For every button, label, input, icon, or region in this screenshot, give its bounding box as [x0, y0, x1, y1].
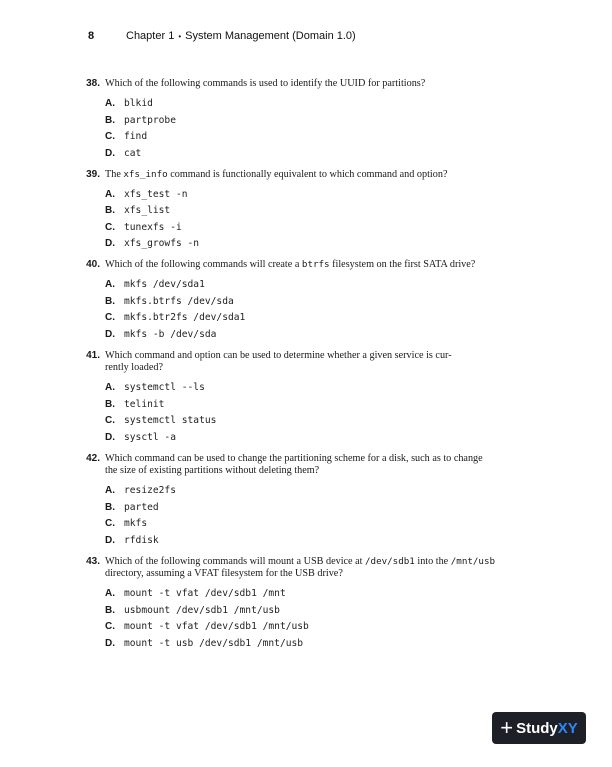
answer-option — [76, 145, 546, 162]
option-letter: B. — [105, 501, 115, 513]
answer-option — [76, 396, 546, 413]
question-stem — [76, 453, 546, 478]
question-number: 43. — [86, 555, 100, 567]
option-letter: C. — [105, 415, 115, 427]
option-text: partprobe — [124, 114, 176, 126]
page-number: 8 — [88, 30, 95, 42]
question-stem — [76, 169, 546, 182]
option-text: tunexfs -i — [124, 221, 182, 233]
question-text — [105, 350, 546, 375]
question-39 — [76, 169, 546, 253]
answer-options — [76, 586, 546, 652]
question-text — [105, 453, 546, 478]
answer-option — [76, 483, 546, 500]
question-42 — [76, 453, 546, 549]
question-list — [76, 78, 546, 659]
answer-option — [76, 112, 546, 129]
question-stem — [76, 259, 546, 272]
question-38 — [76, 78, 546, 162]
answer-options — [76, 96, 546, 162]
brand-name: Study — [516, 719, 558, 737]
answer-option — [76, 516, 546, 533]
option-text: mkfs.btrfs /dev/sda — [124, 295, 234, 307]
option-text: xfs_growfs -n — [124, 238, 200, 250]
question-text-part: Which command can be used to change the partitioning scheme for a disk, such as to change the size of existing partitions without deleting them? — [105, 452, 483, 476]
option-text: mkfs /dev/sda1 — [124, 279, 205, 291]
answer-option — [76, 326, 546, 343]
option-text: mount -t vfat /dev/sdb1 /mnt/usb — [124, 621, 309, 633]
option-letter: A. — [105, 382, 115, 394]
option-letter: D. — [105, 238, 115, 250]
option-letter: D. — [105, 328, 115, 340]
option-text: systemctl status — [124, 415, 217, 427]
option-letter: A. — [105, 98, 115, 110]
answer-options — [76, 380, 546, 446]
option-letter: A. — [105, 485, 115, 497]
question-text-part: Which of the following commands will create a — [105, 259, 302, 270]
question-number: 42. — [86, 452, 100, 464]
answer-option — [76, 413, 546, 430]
question-stem — [76, 78, 546, 91]
answer-option — [76, 310, 546, 327]
option-text: cat — [124, 147, 142, 159]
question-text-part: Which command and option can be used to determine whether a given service is cur- rently loaded? — [105, 349, 452, 373]
option-letter: C. — [105, 621, 115, 633]
option-letter: A. — [105, 188, 115, 200]
option-text: resize2fs — [124, 485, 176, 497]
question-43 — [76, 556, 546, 652]
answer-option — [76, 429, 546, 446]
answer-options — [76, 277, 546, 343]
inline-code: btrfs — [301, 259, 330, 270]
answer-option — [76, 619, 546, 636]
option-letter: D. — [105, 637, 115, 649]
question-number: 38. — [86, 78, 100, 89]
question-text — [105, 169, 546, 182]
answer-option — [76, 129, 546, 146]
option-text: find — [124, 131, 148, 143]
header-separator: • — [178, 32, 182, 41]
question-40 — [76, 259, 546, 343]
question-text — [105, 556, 546, 581]
option-text: xfs_list — [124, 205, 171, 217]
question-stem — [76, 556, 546, 581]
option-letter: C. — [105, 312, 115, 324]
option-text: xfs_test -n — [124, 188, 188, 200]
option-text: telinit — [124, 398, 165, 410]
option-text: sysctl -a — [124, 431, 176, 443]
chapter-label: Chapter 1 — [126, 30, 175, 42]
inline-code: xfs_info — [123, 168, 168, 180]
question-text — [105, 78, 546, 91]
option-text: mount -t usb /dev/sdb1 /mnt/usb — [124, 637, 304, 649]
answer-option — [76, 96, 546, 113]
answer-options — [76, 186, 546, 252]
brand-name-accent: XY — [557, 719, 578, 737]
question-text-part: The — [105, 168, 124, 180]
question-text-part: directory, assuming a VFAT filesystem for the USB drive? — [105, 568, 343, 579]
answer-option — [76, 236, 546, 253]
option-letter: D. — [105, 147, 115, 159]
answer-option — [76, 635, 546, 652]
question-text-part: Which of the following commands will mount a USB device at — [105, 555, 366, 567]
inline-code: /mnt/usb — [450, 555, 496, 567]
answer-option — [76, 186, 546, 203]
question-text-part: into the — [414, 555, 451, 567]
option-letter: C. — [105, 518, 115, 530]
question-number: 39. — [86, 168, 100, 180]
answer-options — [76, 483, 546, 549]
option-text: mkfs — [124, 518, 148, 530]
question-number: 40. — [86, 259, 100, 270]
option-text: rfdisk — [124, 534, 159, 546]
section-title: System Management (Domain 1.0) — [185, 30, 356, 42]
question-number: 41. — [86, 349, 100, 361]
option-letter: D. — [105, 431, 115, 443]
question-stem — [76, 350, 546, 375]
studyxy-logo[interactable] — [492, 712, 586, 744]
option-letter: B. — [105, 114, 115, 126]
plus-icon: + — [500, 715, 514, 740]
answer-option — [76, 203, 546, 220]
question-41 — [76, 350, 546, 446]
answer-option — [76, 277, 546, 294]
option-text: blkid — [124, 98, 153, 110]
running-header — [88, 30, 356, 42]
answer-option — [76, 293, 546, 310]
inline-code: /dev/sdb1 — [365, 555, 415, 567]
option-letter: C. — [105, 131, 115, 143]
option-letter: A. — [105, 279, 115, 291]
answer-option — [76, 219, 546, 236]
question-text-part: Which of the following commands is used to identify the UUID for partitions? — [105, 78, 426, 89]
option-letter: D. — [105, 534, 115, 546]
option-letter: B. — [105, 398, 115, 410]
answer-option — [76, 380, 546, 397]
option-text: parted — [124, 501, 159, 513]
option-letter: A. — [105, 588, 115, 600]
question-text — [105, 259, 546, 272]
answer-option — [76, 532, 546, 549]
question-text-part: command is functionally equivalent to which command and option? — [167, 168, 448, 180]
answer-option — [76, 499, 546, 516]
option-text: usbmount /dev/sdb1 /mnt/usb — [124, 604, 280, 616]
option-letter: B. — [105, 295, 115, 307]
option-text: systemctl --ls — [124, 382, 205, 394]
answer-option — [76, 602, 546, 619]
option-text: mount -t vfat /dev/sdb1 /mnt — [124, 588, 286, 600]
option-letter: B. — [105, 604, 115, 616]
question-text-part: filesystem on the first SATA drive? — [329, 259, 476, 270]
option-text: mkfs.btr2fs /dev/sda1 — [124, 312, 246, 324]
answer-option — [76, 586, 546, 603]
option-letter: B. — [105, 205, 115, 217]
option-letter: C. — [105, 221, 115, 233]
option-text: mkfs -b /dev/sda — [124, 328, 217, 340]
